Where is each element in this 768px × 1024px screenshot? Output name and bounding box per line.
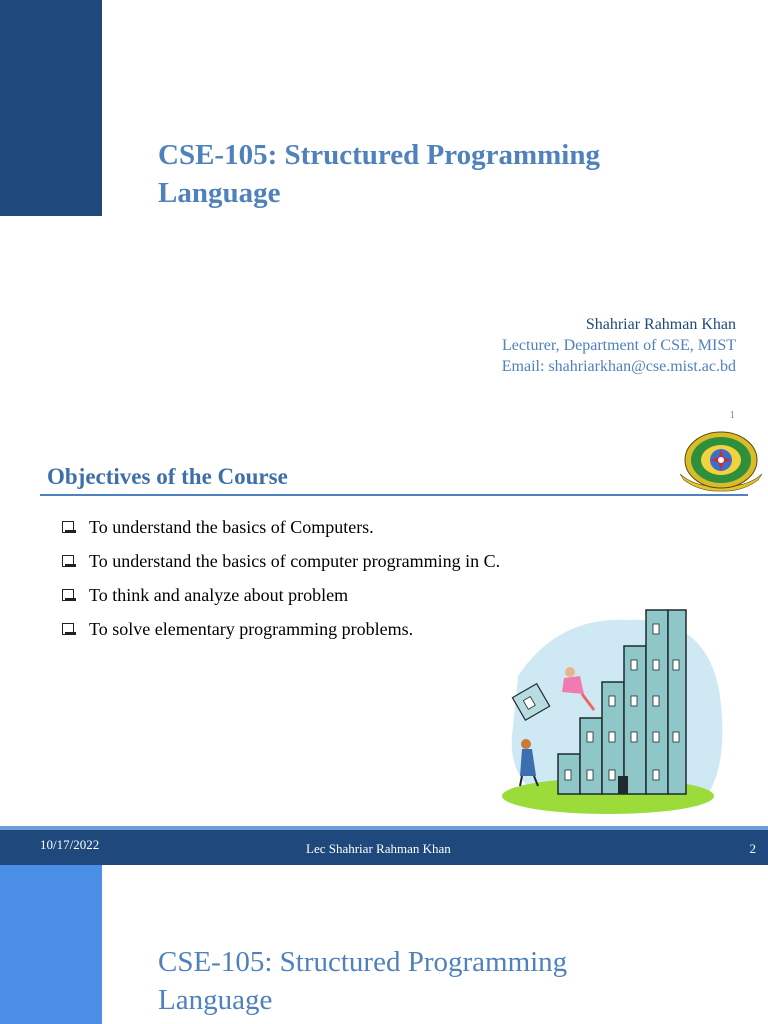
slide2-title-rule: [40, 494, 748, 496]
slide3-accent-bar: [0, 865, 102, 1024]
objectives-list: [62, 510, 500, 646]
slide2-title: Objectives of the Course: [47, 464, 288, 489]
objective-item: [62, 510, 500, 544]
building-blocks-clipart-icon: [498, 606, 734, 820]
footer-page-number: 2: [749, 841, 756, 856]
slide1-author-block: [502, 314, 736, 377]
slide1-title-line1: CSE-105: Structured Programming: [158, 139, 600, 171]
slide1-accent-bar: [0, 0, 102, 216]
checkbox-bullet-icon: [62, 555, 74, 567]
author-email: Email: shahriarkhan@cse.mist.ac.bd: [501, 358, 736, 375]
objective-text: To understand the basics of computer programming in C.: [89, 551, 501, 571]
mist-logo-icon: [676, 430, 766, 494]
slide1-title: [158, 136, 718, 212]
footer-lecturer: Lec Shahriar Rahman Khan: [306, 841, 451, 856]
slide1-title-line2: Language: [158, 177, 281, 209]
footer-date: 10/17/2022: [40, 837, 100, 852]
slide1-page-number: 1: [729, 409, 735, 421]
slide3-title: [158, 943, 718, 1019]
author-name: Shahriar Rahman Khan: [585, 316, 736, 333]
slide3-title-line2: Language: [158, 984, 273, 1016]
objective-text: To understand the basics of Computers.: [89, 517, 374, 537]
slide3-title-line1: CSE-105: Structured Programming: [158, 946, 568, 978]
objective-item: [62, 578, 500, 612]
checkbox-bullet-icon: [62, 589, 74, 601]
objective-item: [62, 544, 500, 578]
author-role: Lecturer, Department of CSE, MIST: [502, 337, 736, 354]
checkbox-bullet-icon: [62, 623, 74, 635]
checkbox-bullet-icon: [62, 521, 74, 533]
slide2-footer: [0, 830, 768, 865]
objective-text: To solve elementary programming problems.: [89, 619, 414, 639]
objective-item: [62, 612, 500, 646]
objective-text: To think and analyze about problem: [89, 585, 349, 605]
